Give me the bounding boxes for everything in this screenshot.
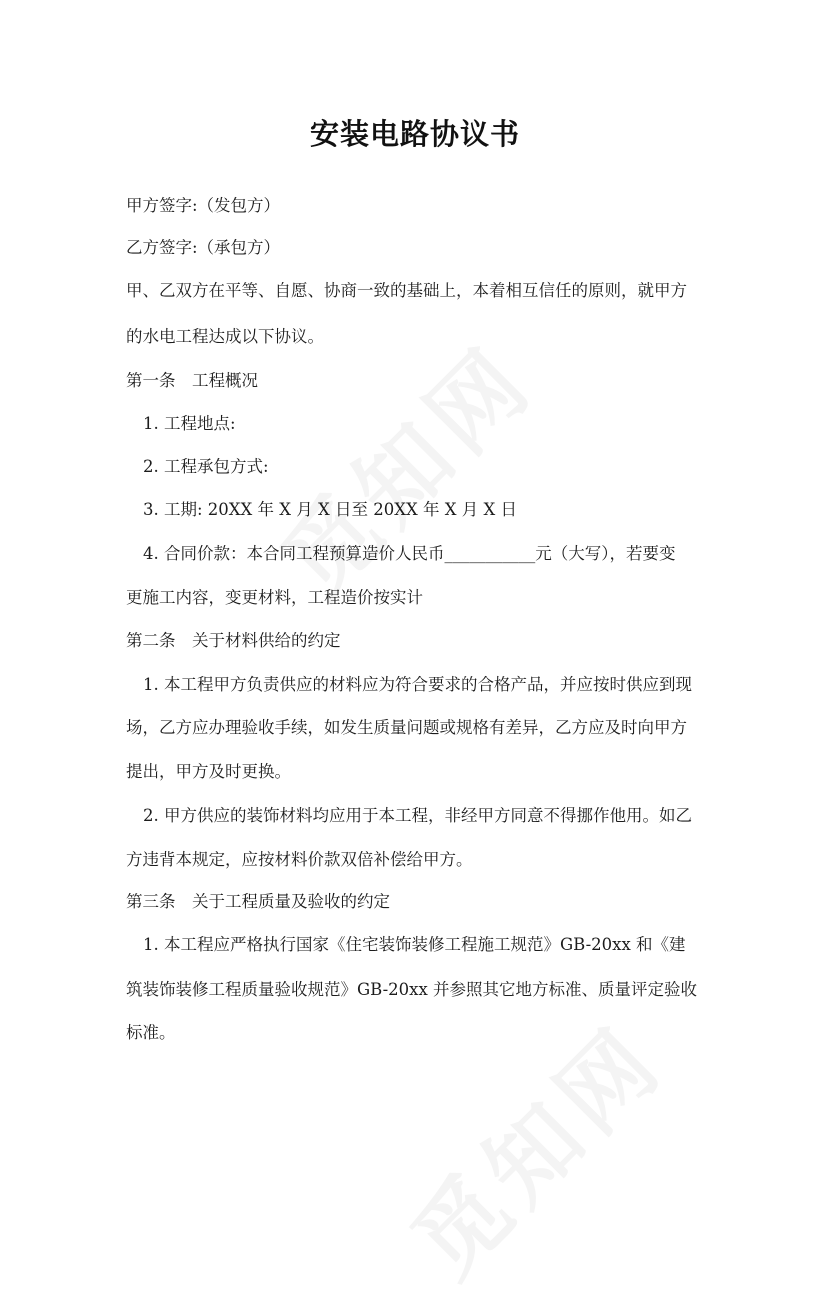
- list-item: 1. 工程地点:: [143, 414, 236, 433]
- list-item: 1. 本工程应严格执行国家《住宅装饰装修工程施工规范》GB-20xx 和《建: [143, 935, 686, 954]
- paragraph-line: 场，乙方应办理验收手续，如发生质量问题或规格有差异，乙方应及时向甲方: [126, 718, 687, 737]
- list-item: 1. 本工程甲方负责供应的材料应为符合要求的合格产品，并应按时供应到现: [143, 675, 692, 694]
- section-heading: 第三条 关于工程质量及验收的约定: [126, 892, 390, 911]
- list-item: 4. 合同价款：本合同工程预算造价人民币___________元（大写），若要变: [143, 544, 676, 563]
- list-item: 2. 工程承包方式:: [143, 457, 269, 476]
- list-item: 3. 工期: 20XX 年 X 月 X 日至 20XX 年 X 月 X 日: [143, 500, 517, 519]
- list-item: 2. 甲方供应的装饰材料均应用于本工程，非经甲方同意不得挪作他用。如乙: [143, 806, 692, 825]
- document-title: 安装电路协议书: [309, 117, 520, 151]
- section-heading: 第二条 关于材料供给的约定: [126, 631, 341, 650]
- paragraph-line: 方违背本规定，应按材料价款双倍补偿给甲方。: [126, 850, 473, 869]
- paragraph-line: 提出，甲方及时更换。: [126, 762, 291, 781]
- paragraph-line: 标准。: [126, 1023, 176, 1042]
- section-heading: 第一条 工程概况: [126, 371, 258, 390]
- watermark: [248, 311, 558, 621]
- watermark: [378, 991, 688, 1301]
- paragraph-line: 更施工内容，变更材料，工程造价按实计: [126, 588, 423, 607]
- paragraph-line: 甲、乙双方在平等、自愿、协商一致的基础上，本着相互信任的原则，就甲方: [126, 281, 687, 300]
- party-a-signature: 甲方签字:（发包方）: [126, 196, 281, 215]
- party-b-signature: 乙方签字:（承包方）: [126, 238, 281, 257]
- paragraph-line: 筑装饰装修工程质量验收规范》GB-20xx 并参照其它地方标准、质量评定验收: [126, 980, 698, 999]
- paragraph-line: 的水电工程达成以下协议。: [126, 327, 324, 346]
